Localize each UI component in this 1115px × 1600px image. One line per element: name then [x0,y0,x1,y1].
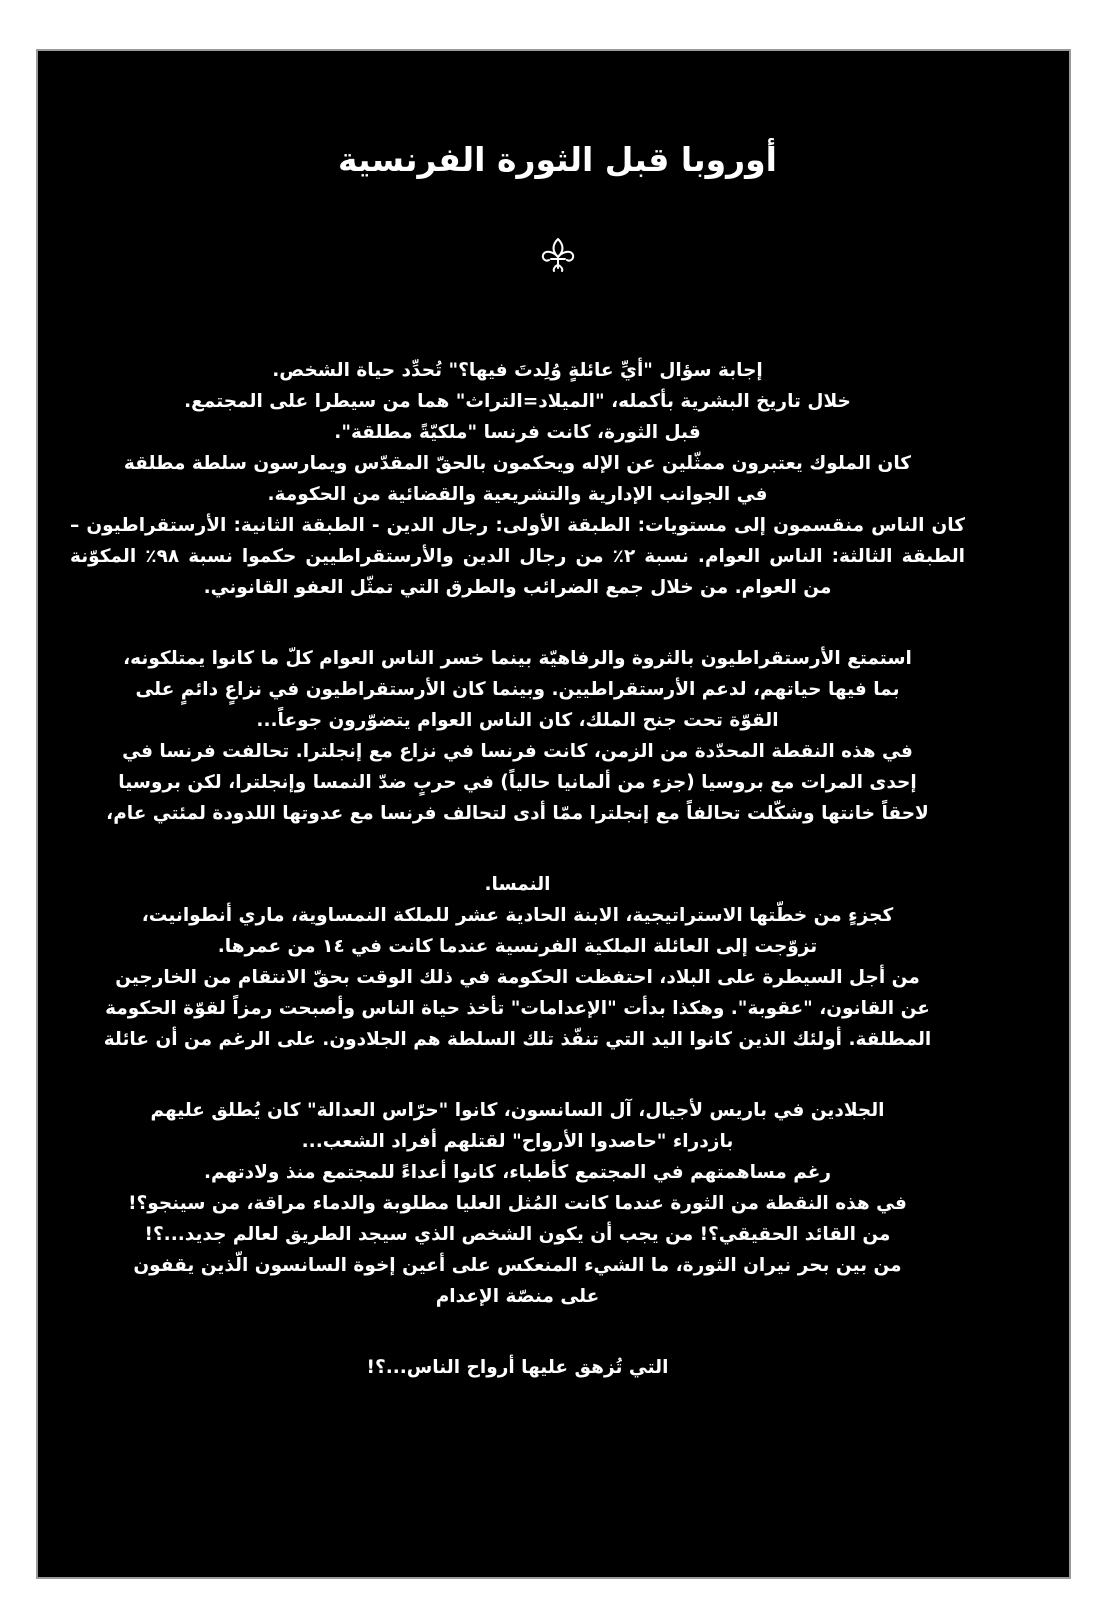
fleur-de-lis-icon [538,235,578,275]
text-line: من القائد الحقيقي؟! من يجب أن يكون الشخص الذي سيجد الطريق لعالم جديد...؟! [144,1224,891,1245]
text-line: إجابة سؤال "أيِّ عائلةٍ وُلِدتَ فيها؟" تُحدِّد حياة الشخص. [272,360,763,381]
text-line: الطبقة الثالثة: الناس العوام. نسبة ٢٪ من رجال الدين والأرستقراطيين حكموا نسبة ٩٨٪ المكوّنة [70,546,965,567]
text-line: عن القانون، "عقوبة". وهكذا بدأت "الإعدامات" تأخذ حياة الناس وأصبحت رمزاً لقوّة الحكومة [105,998,930,1019]
closing-line: التي تُزهق عليها أرواح الناس...؟! [366,1357,669,1378]
text-line: إحدى المرات مع بروسيا (جزء من ألمانيا حالياً) في حربٍ ضدّ النمسا وإنجلترا، لكن بروسيا [118,772,917,793]
paragraph-gap [70,1055,965,1095]
text-line: بازدراء "حاصدوا الأرواح" لقتلهم أفراد الشعب... [301,1131,734,1152]
text-line: خلال تاريخ البشرية بأكمله، "الميلاد=التراث" هما من سيطرا على المجتمع. [184,391,851,412]
text-line: لاحقاً خانتها وشكّلت تحالفاً مع إنجلترا ممّا أدى لتحالف فرنسا مع عدوتها اللدودة لمئتي عام، [106,803,929,824]
paragraph-gap [70,603,965,643]
text-line: المطلقة. أولئك الذين كانوا اليد التي تنفّذ تلك السلطة هم الجلادون. على الرغم من أن عائلة [103,1029,932,1050]
text-line: في الجوانب الإدارية والتشريعية والقضائية من الحكومة. [267,484,768,505]
paragraph-gap [70,829,965,869]
page-title: أوروبا قبل الثورة الفرنسية [338,140,777,179]
text-line: من العوام. من خلال جمع الضرائب والطرق التي تمثّل العفو القانوني. [203,577,832,598]
text-line: الجلادين في باريس لأجيال، آل السانسون، كانوا "حرّاس العدالة" كان يُطلق عليهم [150,1100,885,1121]
text-line: من بين بحر نيران الثورة، ما الشيء المنعكس على أعين إخوة السانسون الّذين يقفون [133,1255,902,1276]
text-line: استمتع الأرستقراطيون بالثروة والرفاهيّة بينما خسر الناس العوام كلّ ما كانوا يمتلكونه، [123,648,912,669]
text-line: على منصّة الإعدام [435,1286,600,1307]
text-line: قبل الثورة، كانت فرنسا "ملكيّةً مطلقة". [334,422,701,443]
text-line: القوّة تحت جنح الملك، كان الناس العوام يتضوّرون جوعاً... [256,710,779,731]
paragraph-gap [70,1312,965,1352]
text-line: تزوّجت إلى العائلة الملكية الفرنسية عندما كانت في ١٤ من عمرها. [217,936,818,957]
text-line: كان الناس منقسمون إلى مستويات: الطبقة الأولى: رجال الدين - الطبقة الثانية: الأرستقراطيون – [70,515,965,536]
text-line: بما فيها حياتهم، لدعم الأرستقراطيين. وبينما كان الأرستقراطيون في نزاعٍ دائمٍ على [135,679,900,700]
text-line: في هذه النقطة من الثورة عندما كانت المُثل العليا مطلوبة والدماء مراقة، من سينجو؟! [128,1193,907,1214]
text-line: رغم مساهمتهم في المجتمع كأطباء، كانوا أعداءً للمجتمع منذ ولادتهم. [203,1162,832,1183]
text-line: النمسا. [484,874,551,895]
text-line: من أجل السيطرة على البلاد، احتفظت الحكومة في ذلك الوقت بحقّ الانتقام من الخارجين [115,967,920,988]
text-line: كجزءٍ من خطّتها الاستراتيجية، الابنة الحادية عشر للملكة النمساوية، ماري أنطوانيت، [141,905,894,926]
text-line: كان الملوك يعتبرون ممثّلين عن الإله ويحكمون بالحقّ المقدّس ويمارسون سلطة مطلقة [123,453,912,474]
text-line: في هذه النقطة المحدّدة من الزمن، كانت فرنسا في نزاع مع إنجلترا. تحالفت فرنسا في [122,741,913,762]
body-text [70,355,965,1383]
